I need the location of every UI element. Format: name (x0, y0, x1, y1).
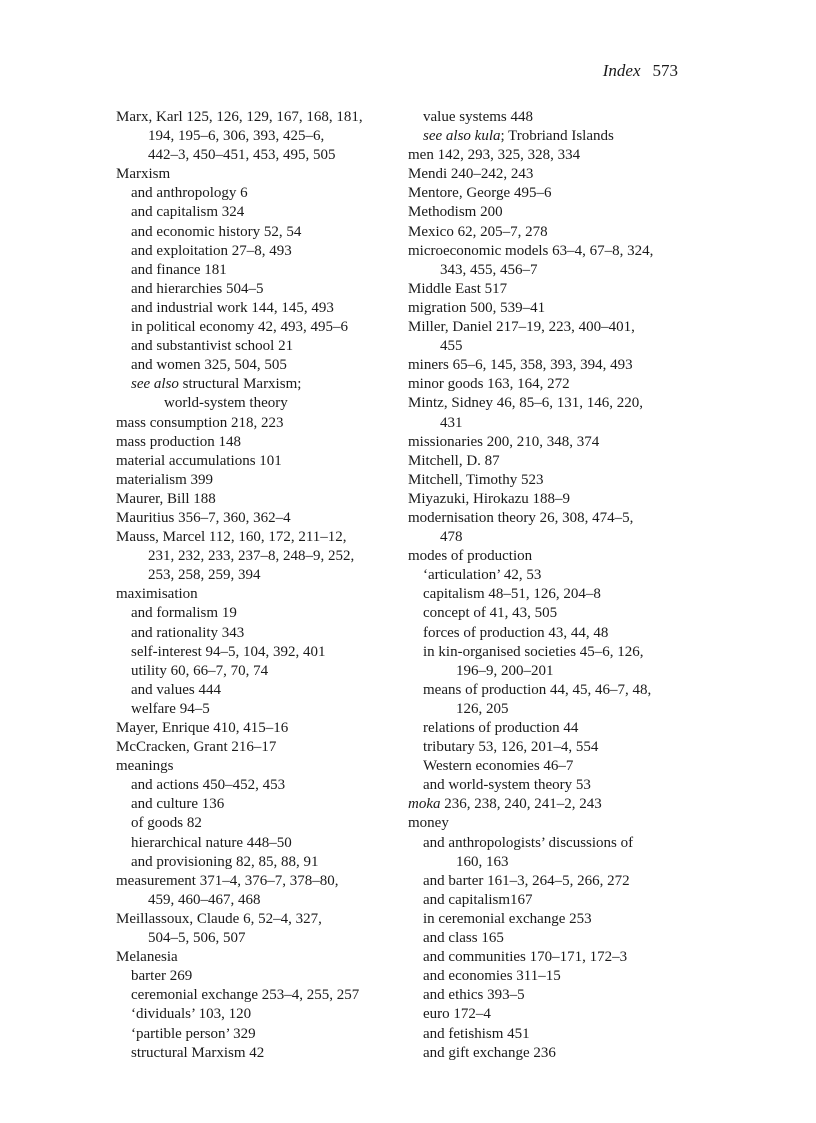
index-subentry (116, 967, 416, 986)
index-entry (408, 356, 708, 375)
entry-text: Mentore, George 495–6 (408, 185, 552, 202)
entry-text: ‘dividuals’ 103, 120 (131, 1006, 252, 1023)
index-subentry (408, 1005, 708, 1024)
entry-text: Mitchell, D. 87 (408, 452, 500, 469)
entry-text: and world-system theory 53 (423, 777, 591, 794)
index-subentry (408, 624, 708, 643)
index-subentry (116, 375, 416, 394)
index-subentry (116, 280, 416, 299)
running-head (603, 60, 678, 82)
index-subentry (116, 184, 416, 203)
index-column-left (116, 108, 416, 1063)
entry-text: ; Trobriand Islands (500, 128, 614, 145)
entry-text: and rationality 343 (131, 624, 245, 641)
index-subentry (408, 834, 708, 853)
entry-text: and actions 450–452, 453 (131, 777, 286, 794)
index-subentry (408, 585, 708, 604)
index-subentry (116, 223, 416, 242)
entry-text: Mintz, Sidney 46, 85–6, 131, 146, 220, (408, 395, 643, 412)
index-subentry (116, 203, 416, 222)
index-entry (116, 452, 416, 471)
index-subentry (116, 356, 416, 375)
index-entry (408, 203, 708, 222)
index-subentry (408, 872, 708, 891)
entry-text: 196–9, 200–201 (456, 662, 554, 679)
index-entry (408, 394, 708, 413)
entry-text: in ceremonial exchange 253 (423, 910, 592, 927)
index-subentry (408, 967, 708, 986)
entry-text: forces of production 43, 44, 48 (423, 624, 609, 641)
entry-text: 253, 258, 259, 394 (148, 567, 261, 584)
entry-text: 442–3, 450–451, 453, 495, 505 (148, 147, 336, 164)
entry-text: Mendi 240–242, 243 (408, 166, 534, 183)
entry-text: measurement 371–4, 376–7, 378–80, (116, 872, 339, 889)
entry-text: and exploitation 27–8, 493 (131, 242, 292, 259)
entry-text: euro 172–4 (423, 1006, 491, 1023)
index-entry (408, 414, 708, 433)
entry-text: Mauss, Marcel 112, 160, 172, 211–12, (116, 529, 347, 546)
entry-text: value systems 448 (423, 109, 533, 125)
index-entry (116, 414, 416, 433)
entry-text: material accumulations 101 (116, 452, 282, 469)
index-subentry (116, 853, 416, 872)
index-entry (116, 738, 416, 757)
entry-text: ‘articulation’ 42, 53 (423, 567, 542, 584)
entry-text: and women 325, 504, 505 (131, 357, 287, 374)
entry-text: modes of production (408, 548, 533, 565)
index-subentry (408, 910, 708, 929)
index-subentry (408, 776, 708, 795)
entry-text: and capitalism167 (423, 891, 533, 908)
entry-text: welfare 94–5 (131, 700, 210, 717)
page-number: 573 (652, 61, 678, 80)
index-entry (408, 490, 708, 509)
entry-text: miners 65–6, 145, 358, 393, 394, 493 (408, 357, 633, 374)
index-subentry (116, 643, 416, 662)
entry-text: Marxism (116, 166, 171, 183)
entry-text: and formalism 19 (131, 605, 237, 622)
index-entry (116, 757, 416, 776)
entry-text: 459, 460–467, 468 (148, 891, 261, 908)
index-subentry (408, 662, 708, 681)
entry-text: in political economy 42, 493, 495–6 (131, 319, 349, 336)
index-subentry (408, 929, 708, 948)
index-subentry (116, 394, 416, 413)
entry-text: Maurer, Bill 188 (116, 490, 216, 507)
entry-text: 231, 232, 233, 237–8, 248–9, 252, (148, 548, 355, 565)
index-entry (408, 375, 708, 394)
index-subentry (116, 662, 416, 681)
entry-text: ‘partible person’ 329 (131, 1025, 256, 1042)
entry-text: structural Marxism; (178, 376, 302, 393)
index-subentry (408, 1044, 708, 1063)
index-entry (408, 165, 708, 184)
index-entry (116, 108, 416, 127)
entry-text: Miller, Daniel 217–19, 223, 400–401, (408, 319, 635, 336)
index-subentry (408, 108, 708, 127)
entry-text: 478 (440, 529, 463, 546)
index-entry (408, 452, 708, 471)
entry-text: meanings (116, 758, 174, 775)
index-subentry (116, 681, 416, 700)
entry-text: and anthropologists’ discussions of (423, 834, 634, 851)
index-entry (116, 929, 416, 948)
entry-text: and economies 311–15 (423, 968, 561, 985)
entry-text: Marx, Karl 125, 126, 129, 167, 168, 181, (116, 109, 363, 125)
index-entry (408, 528, 708, 547)
entry-text: modernisation theory 26, 308, 474–5, (408, 509, 634, 526)
entry-text: structural Marxism 42 (131, 1044, 265, 1061)
index-subentry (408, 719, 708, 738)
index-entry (408, 318, 708, 337)
italic-term: moka (408, 796, 441, 813)
index-entry (116, 146, 416, 165)
entry-text: relations of production 44 (423, 720, 579, 736)
index-subentry (116, 1025, 416, 1044)
index-entry (408, 433, 708, 452)
italic-term: see also (131, 376, 179, 393)
index-subentry (116, 604, 416, 623)
index-subentry (116, 986, 416, 1005)
entry-text: Meillassoux, Claude 6, 52–4, 327, (116, 910, 322, 927)
index-entry (116, 127, 416, 146)
index-entry (116, 490, 416, 509)
entry-text: Western economies 46–7 (423, 758, 574, 775)
index-subentry (408, 948, 708, 967)
index-entry (116, 566, 416, 585)
entry-text: barter 269 (131, 968, 193, 985)
running-head-title: Index (602, 61, 641, 80)
entry-text: ceremonial exchange 253–4, 255, 257 (131, 987, 360, 1004)
entry-text: and gift exchange 236 (423, 1044, 556, 1061)
index-subentry (116, 261, 416, 280)
index-entry (408, 223, 708, 242)
entry-text: men 142, 293, 325, 328, 334 (408, 147, 581, 164)
entry-text: utility 60, 66–7, 70, 74 (131, 662, 269, 679)
index-subentry (408, 643, 708, 662)
entry-text: of goods 82 (131, 815, 202, 832)
index-entry (116, 528, 416, 547)
entry-text: and class 165 (423, 930, 504, 947)
index-subentry (116, 700, 416, 719)
entry-text: Mitchell, Timothy 523 (408, 471, 544, 488)
index-subentry (408, 127, 708, 146)
entry-text: missionaries 200, 210, 348, 374 (408, 433, 600, 450)
index-subentry (116, 242, 416, 261)
index-subentry (116, 299, 416, 318)
entry-text: and communities 170–171, 172–3 (423, 949, 628, 966)
index-entry (408, 299, 708, 318)
entry-text: and values 444 (131, 681, 221, 698)
entry-text: 126, 205 (456, 700, 509, 717)
entry-text: Melanesia (116, 949, 178, 966)
entry-text: Mauritius 356–7, 360, 362–4 (116, 509, 291, 526)
entry-text: minor goods 163, 164, 272 (408, 376, 570, 393)
entry-text: 431 (440, 414, 463, 431)
index-entry (116, 872, 416, 891)
entry-text: and hierarchies 504–5 (131, 280, 264, 297)
entry-text: 455 (440, 338, 463, 355)
index-subentry (116, 834, 416, 853)
index-column-right (408, 108, 708, 1063)
index-subentry (408, 986, 708, 1005)
index-subentry (408, 757, 708, 776)
entry-text: and anthropology 6 (131, 185, 248, 202)
entry-text: and fetishism 451 (423, 1025, 530, 1042)
index-subentry (116, 337, 416, 356)
entry-text: maximisation (116, 586, 198, 603)
index-entry (116, 471, 416, 490)
index-subentry (116, 795, 416, 814)
entry-text: and substantivist school 21 (131, 338, 294, 355)
index-entry (408, 814, 708, 833)
entry-text: Mexico 62, 205–7, 278 (408, 223, 548, 240)
entry-text: and industrial work 144, 145, 493 (131, 299, 334, 316)
entry-text: 504–5, 506, 507 (148, 930, 246, 947)
entry-text: and provisioning 82, 85, 88, 91 (131, 853, 319, 870)
entry-text: McCracken, Grant 216–17 (116, 739, 277, 756)
index-entry (116, 910, 416, 929)
index-entry (116, 719, 416, 738)
index-entry (408, 184, 708, 203)
index-subentry (408, 853, 708, 872)
entry-text: hierarchical nature 448–50 (131, 834, 292, 851)
index-entry (116, 165, 416, 184)
index-entry (408, 261, 708, 280)
entry-text: 343, 455, 456–7 (440, 261, 538, 278)
index-entry (408, 242, 708, 261)
index-subentry (116, 318, 416, 337)
entry-text: and capitalism 324 (131, 204, 245, 221)
italic-term: see also kula (423, 128, 501, 145)
index-subentry (116, 1044, 416, 1063)
entry-text: and economic history 52, 54 (131, 223, 302, 240)
index-subentry (408, 1025, 708, 1044)
index-entry (408, 337, 708, 356)
index-subentry (116, 624, 416, 643)
index-subentry (408, 891, 708, 910)
entry-text: world-system theory (164, 395, 288, 412)
index-subentry (116, 776, 416, 795)
entry-text: 160, 163 (456, 853, 509, 870)
entry-text: capitalism 48–51, 126, 204–8 (423, 586, 601, 603)
index-entry (408, 547, 708, 566)
entry-text: Miyazuki, Hirokazu 188–9 (408, 490, 571, 507)
index-subentry (408, 566, 708, 585)
index-subentry (408, 681, 708, 700)
entry-text: mass consumption 218, 223 (116, 414, 284, 431)
index-entry (408, 795, 708, 814)
entry-text: materialism 399 (116, 471, 214, 488)
index-entry (116, 433, 416, 452)
index-entry (116, 547, 416, 566)
entry-text: migration 500, 539–41 (408, 299, 546, 316)
entry-text: money (408, 815, 449, 832)
entry-text: 194, 195–6, 306, 393, 425–6, (148, 128, 325, 145)
index-subentry (408, 604, 708, 623)
index-entry (116, 585, 416, 604)
index-entry (116, 509, 416, 528)
index-entry (408, 471, 708, 490)
entry-text: and barter 161–3, 264–5, 266, 272 (423, 872, 630, 889)
index-subentry (408, 738, 708, 757)
entry-text: concept of 41, 43, 505 (423, 605, 558, 622)
entry-text: Methodism 200 (408, 204, 503, 221)
entry-text: and finance 181 (131, 261, 227, 278)
entry-text: and culture 136 (131, 796, 225, 813)
entry-text: self-interest 94–5, 104, 392, 401 (131, 643, 326, 660)
entry-text: and ethics 393–5 (423, 987, 525, 1004)
index-subentry (408, 700, 708, 719)
entry-text: Mayer, Enrique 410, 415–16 (116, 720, 289, 736)
entry-text: Middle East 517 (408, 280, 508, 297)
entry-text: microeconomic models 63–4, 67–8, 324, (408, 242, 654, 259)
index-entry (116, 948, 416, 967)
entry-text: means of production 44, 45, 46–7, 48, (423, 681, 652, 698)
index-entry (408, 146, 708, 165)
entry-text: mass production 148 (116, 433, 241, 450)
entry-text: in kin-organised societies 45–6, 126, (423, 643, 644, 660)
entry-text: tributary 53, 126, 201–4, 554 (423, 739, 599, 756)
index-entry (408, 280, 708, 299)
index-entry (116, 891, 416, 910)
index-subentry (116, 814, 416, 833)
index-entry (408, 509, 708, 528)
entry-text: 236, 238, 240, 241–2, 243 (440, 796, 602, 813)
index-subentry (116, 1005, 416, 1024)
